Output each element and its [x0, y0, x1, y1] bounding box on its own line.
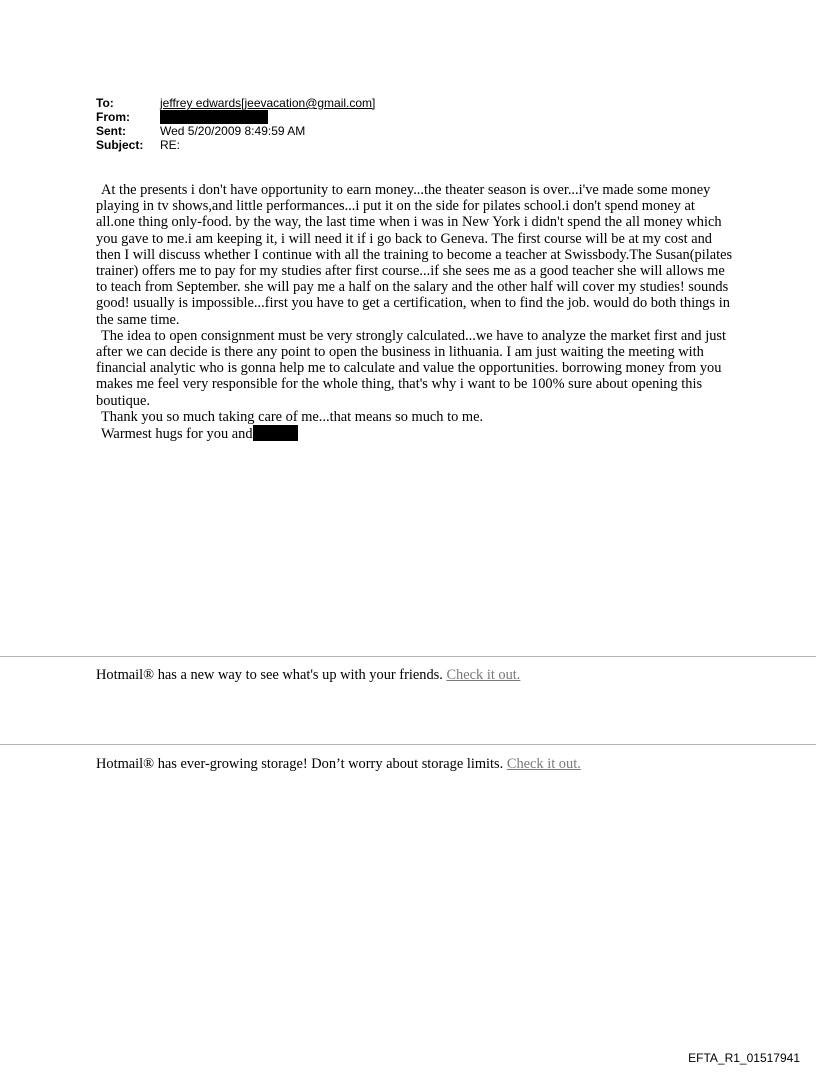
to-label: To: — [96, 96, 114, 110]
subject-label: Subject: — [96, 138, 144, 152]
body-paragraph-4 — [96, 425, 736, 442]
sent-row — [96, 124, 375, 138]
from-redaction — [160, 110, 268, 124]
promo-2-link[interactable]: Check it out. — [506, 756, 581, 772]
document-id: EFTA_R1_01517941 — [688, 1051, 800, 1065]
body-paragraph-3: Thank you so much taking care of me...that means so much to me. — [101, 408, 484, 425]
email-header — [96, 96, 375, 152]
sent-label: Sent: — [96, 124, 126, 138]
promo-1 — [96, 667, 520, 684]
body-paragraph-2: The idea to open consignment must be very strongly calculated...we have to analyze the market first and just after we can decide is there any point to open the business in lithuania. I am just waiting the meeting with financial analytic who is gonna help me to calculate and value the opportunities. borrowing money from you makes me feel very responsible for the whole thing, that's why i want to be 100% sure about opening this boutique. — [96, 327, 726, 409]
to-value: jeffrey edwards[jeevacation@gmail.com] — [160, 96, 376, 110]
from-row — [96, 110, 375, 124]
subject-row — [96, 138, 375, 152]
promo-2-text: Hotmail® has ever-growing storage! Don’t worry about storage limits. — [96, 756, 504, 772]
divider-2 — [0, 744, 816, 745]
to-row — [96, 96, 375, 110]
promo-2 — [96, 756, 581, 773]
body-paragraph-1: At the presents i don't have opportunity to earn money...the theater season is over...i've made some money playing in tv shows,and little performances...i put it on the side for pilates school.i don't spend money at all.one thing only-food. by the way, the last time when i was in New York i didn't spend the all money which you gave to me.i am keeping it, i will need it if i go back to Geneva. The first course will be at my cost and then I will discuss whether I continue with all the training to become a teacher at Swissbody.The Susan(pilates trainer) offers me to pay for my studies after first course...if she sees me as a good teacher she will allows me to teach from September. she will pay me a half on the salary and the other half will cover my studies! sounds good! usually is impossible...first you have to get a certification, when to find the job. would do both things in the same time. — [96, 182, 733, 328]
closing-text: Warmest hugs for you and — [101, 426, 253, 443]
sent-value: Wed 5/20/2009 8:49:59 AM — [160, 124, 306, 138]
promo-1-text: Hotmail® has a new way to see what's up with your friends. — [96, 667, 443, 683]
email-body — [96, 182, 736, 442]
from-label: From: — [96, 110, 130, 124]
divider-1 — [0, 656, 816, 657]
promo-1-link[interactable]: Check it out. — [446, 667, 521, 683]
name-redaction — [253, 425, 298, 441]
subject-value: RE: — [160, 138, 181, 152]
